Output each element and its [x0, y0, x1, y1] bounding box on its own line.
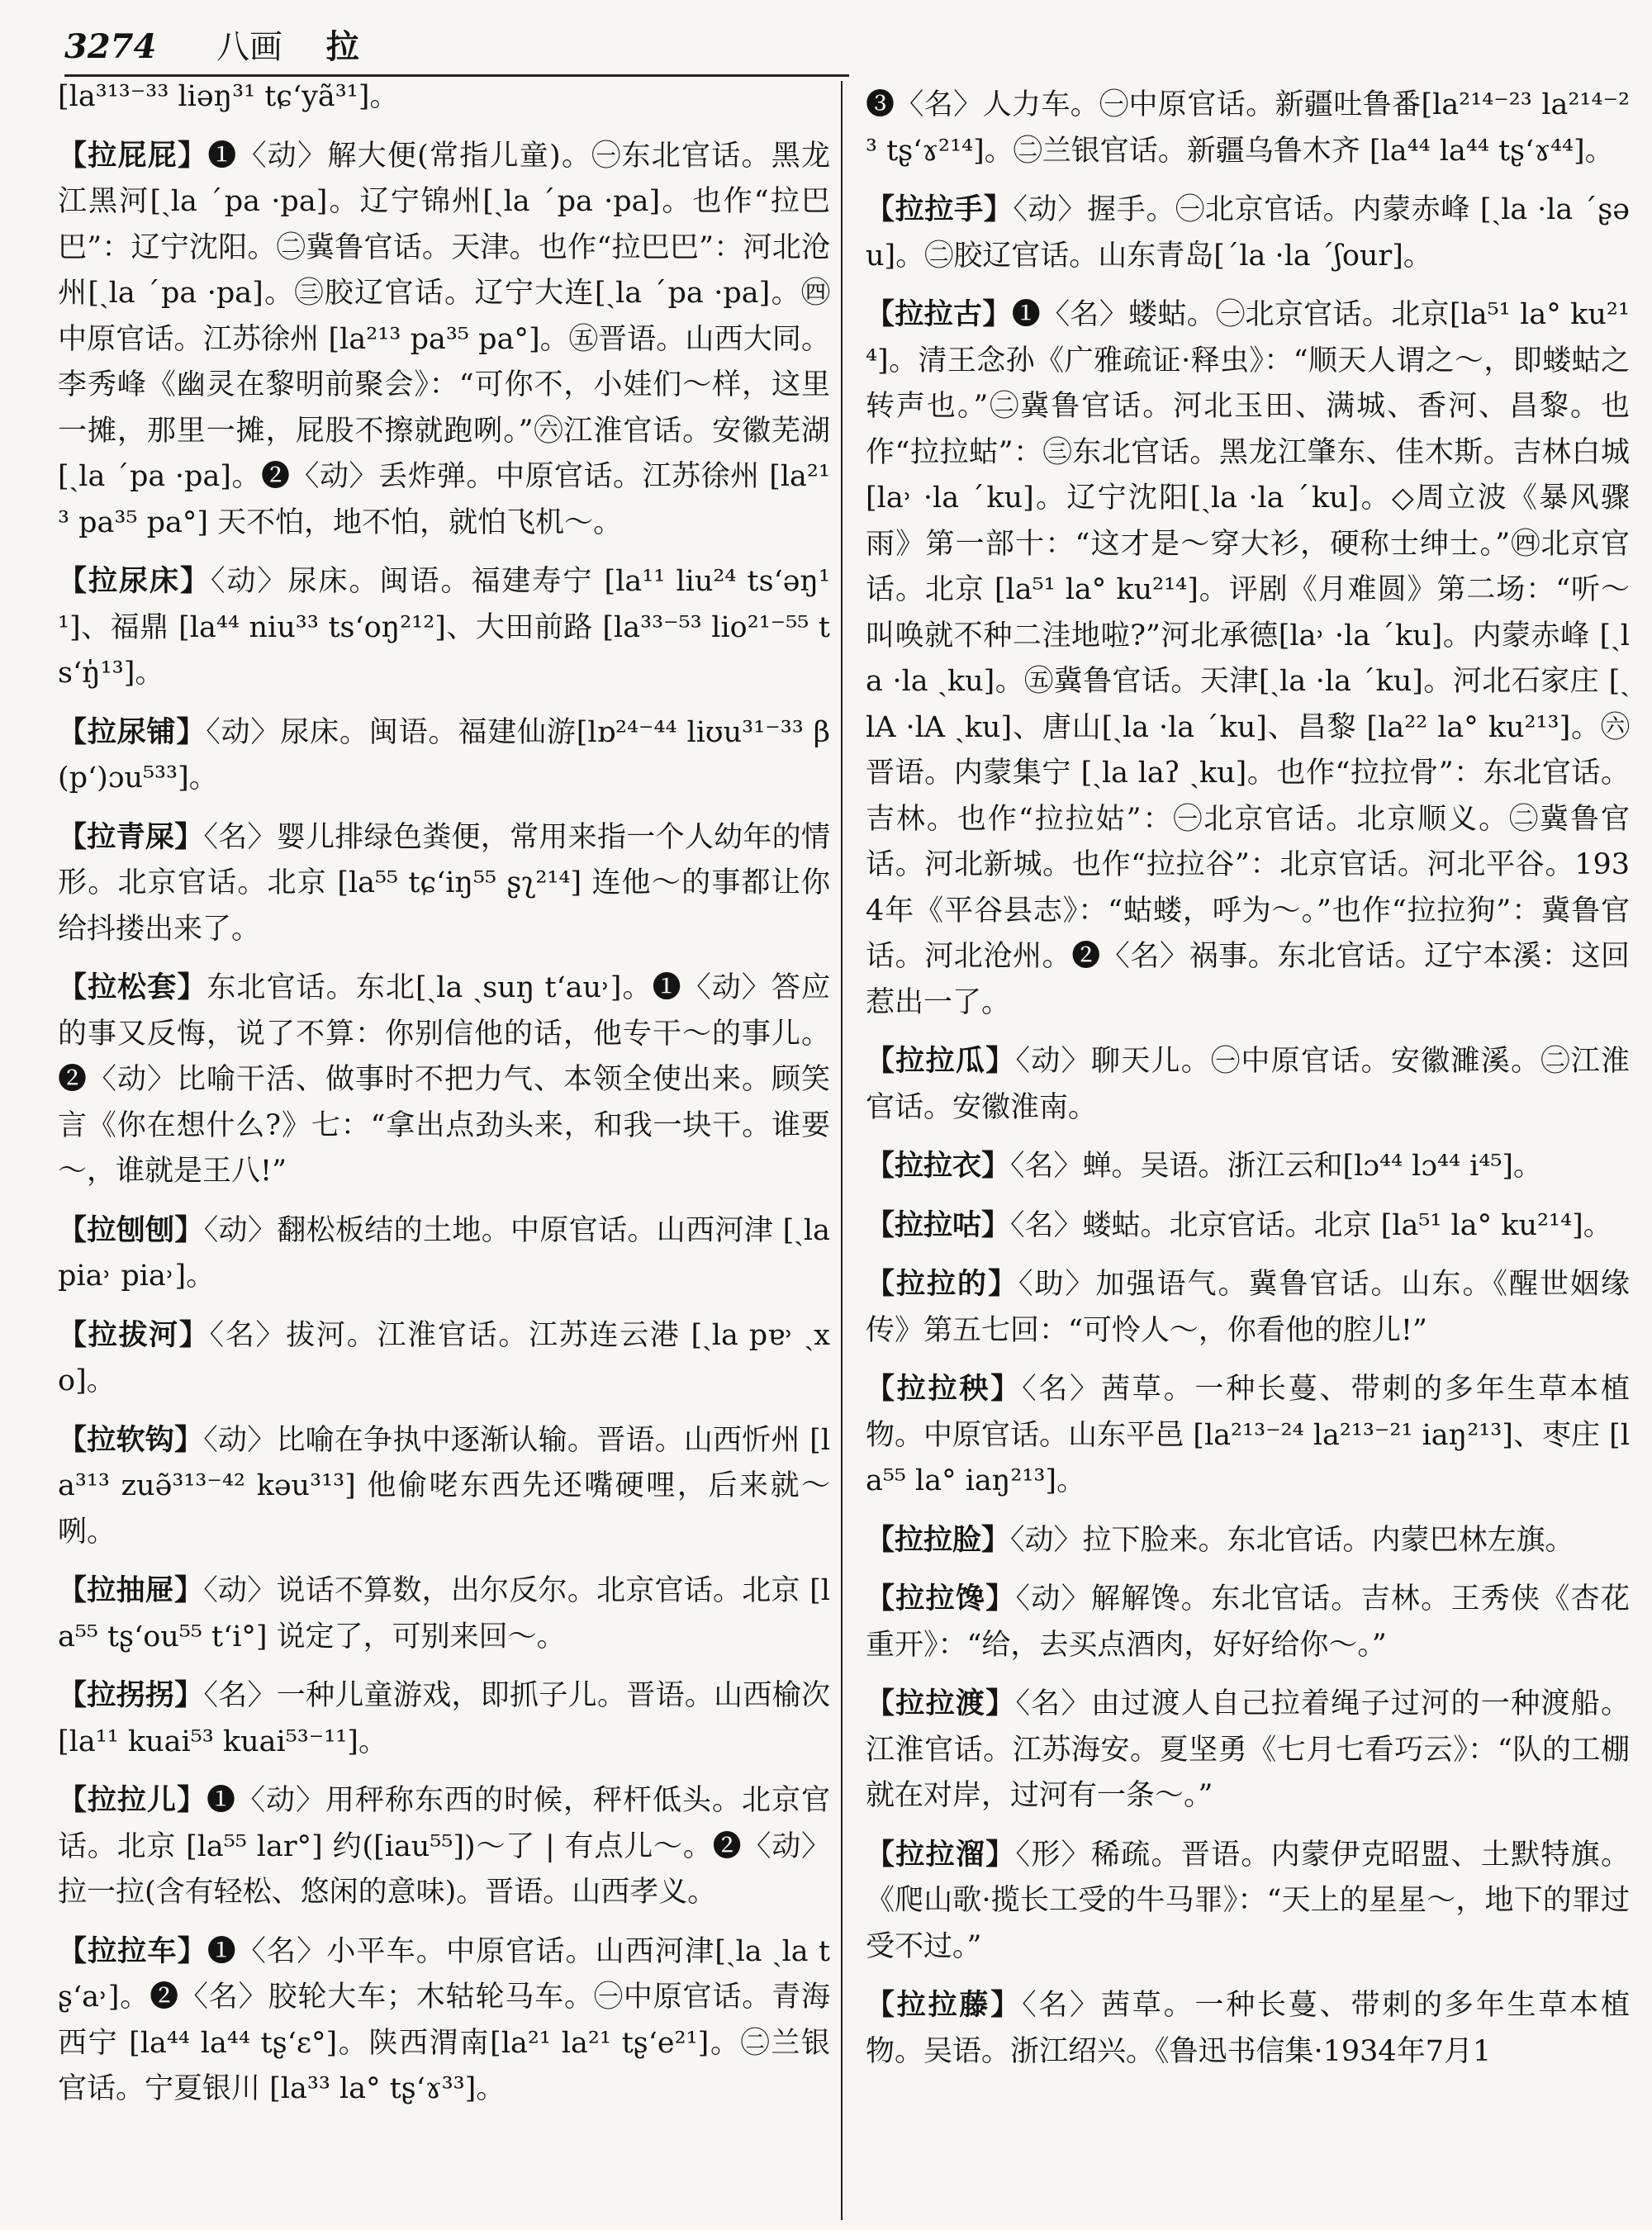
- entry-headword: 【拉尿床】: [58, 565, 211, 598]
- dictionary-entry: [58, 1568, 830, 1660]
- entry-body: 东北官话。东北[ˏla ˏsuŋ t‘au˒]。❶〈动〉答应的事又反悔，说了不算：你别信他的话，他专干～的事儿。❷〈动〉比喻干活、做事时不把力气、本领全使出来。顾笑言《你在想什么?》七：“拿出点劲头来，和我一块干。谁要～，谁就是王八!”: [58, 971, 830, 1188]
- dictionary-entry: [58, 74, 830, 121]
- dictionary-entry: [866, 292, 1630, 1026]
- dictionary-entry: [58, 1929, 830, 2113]
- section-label: 八画: [216, 28, 283, 66]
- dictionary-entry: [58, 134, 830, 547]
- dictionary-entry: [58, 1778, 830, 1916]
- entry-body: ❶〈动〉用秤称东西的时候，秤杆低头。北京官话。北京 [la⁵⁵ lar°] 约([iau⁵⁵])～了 | 有点儿～。❷〈动〉拉一拉(含有轻松、悠闲的意味)。晋语。山西孝义。: [58, 1784, 830, 1909]
- entry-headword: 【拉拉秧】: [866, 1373, 1023, 1406]
- dictionary-entry: [866, 1682, 1630, 1820]
- entry-body: 〈动〉尿床。闽语。福建寿宁 [la¹¹ liu²⁴ ts‘əŋ¹¹]、福鼎 [la⁴⁴ niu³³ ts‘oŋ²¹²]、大田前路 [la³³⁻⁵³ lio²¹⁻⁵⁵ ts‘ŋ̍¹³]。: [58, 565, 830, 690]
- dictionary-entry: [866, 1262, 1630, 1354]
- entry-headword: 【拉拉溜】: [866, 1838, 1016, 1872]
- column-divider: [841, 81, 843, 2220]
- entry-body: 〈名〉一种儿童游戏，即抓子儿。晋语。山西榆次[la¹¹ kuai⁵³ kuai⁵³⁻¹¹]。: [58, 1679, 830, 1758]
- entry-headword: 【拉抽屉】: [58, 1574, 204, 1607]
- entry-body: 〈名〉茜草。一种长蔓、带刺的多年生草本植物。中原官话。山东平邑 [la²¹³⁻²⁴ la²¹³⁻²¹ iaŋ²¹³]、枣庄 [la⁵⁵ la° iaŋ²¹³]。: [866, 1373, 1630, 1497]
- entry-body: ❸〈名〉人力车。㊀中原官话。新疆吐鲁番[la²¹⁴⁻²³ la²¹⁴⁻²³ tʂ‘ɤ²¹⁴]。㊁兰银官话。新疆乌鲁木齐 [la⁴⁴ la⁴⁴ tʂ‘ɤ⁴⁴]。: [866, 88, 1630, 168]
- entry-body: 〈动〉握手。㊀北京官话。内蒙赤峰 [ˏla ·la ˊʂəu]。㊁胶辽官话。山东青岛[ˊla ·la ˊʃour]。: [866, 193, 1630, 273]
- dictionary-entry: [58, 1313, 830, 1405]
- entry-body: 〈动〉说话不算数，出尔反尔。北京官话。北京 [la⁵⁵ tʂ‘ou⁵⁵ t‘i°] 说定了，可别来回～。: [58, 1574, 830, 1654]
- dictionary-entry: [866, 1203, 1630, 1250]
- dictionary-entry: [866, 187, 1630, 279]
- entry-headword: 【拉拉脸】: [866, 1523, 1011, 1557]
- entry-headword: 【拉拉古】: [866, 298, 1012, 331]
- dictionary-entry: [58, 1208, 830, 1300]
- entry-body: 〈名〉茜草。一种长蔓、带刺的多年生草本植物。吴语。浙江绍兴。《鲁迅书信集·1934年7月1: [866, 1989, 1630, 2068]
- entry-body: 〈动〉聊天儿。㊀中原官话。安徽濉溪。㊁江淮官话。安徽淮南。: [866, 1045, 1630, 1124]
- dictionary-entry: [58, 1673, 830, 1765]
- entry-headword: 【拉拉手】: [866, 193, 1014, 226]
- entry-headword: 【拉拔河】: [58, 1318, 210, 1352]
- dictionary-entry: [866, 1518, 1630, 1564]
- dictionary-entry: [866, 1367, 1630, 1505]
- entry-body: 〈名〉由过渡人自己拉着绳子过河的一种渡船。江淮官话。江苏海安。夏坚勇《七月七看巧云》：“队的工棚就在对岸，过河有一条～。”: [866, 1687, 1630, 1812]
- entry-body: 〈动〉比喻在争执中逐渐认输。晋语。山西忻州 [la³¹³ zuə̃³¹³⁻⁴² kəu³¹³] 他偷咾东西先还嘴硬哩，后来就～咧。: [58, 1423, 830, 1549]
- dictionary-entry: [58, 815, 830, 953]
- entry-body: 〈名〉拔河。江淮官话。江苏连云港 [ˏla pɐ˒ ˏxo]。: [58, 1318, 830, 1397]
- header-character: 拉: [325, 27, 359, 66]
- dictionary-entry: [866, 1144, 1630, 1190]
- entry-body: 〈动〉尿床。闽语。福建仙游[lɒ²⁴⁻⁴⁴ liʊu³¹⁻³³ β(p‘)ɔu⁵³³]。: [58, 715, 830, 795]
- entry-body: ❶〈动〉解大便(常指儿童)。㊀东北官话。黑龙江黑河[ˏla ˊpa ·pa]。辽宁锦州[ˏla ˊpa ·pa]。也作“拉巴巴”：辽宁沈阳。㊁冀鲁官话。天津。也作“拉巴巴”：河北沧州[ˏla ˊpa ·pa]。㊂胶辽官话。辽宁大连[ˏla ˊpa ·pa]。㊃中原官话。江苏徐州 [la²¹³ pa³⁵ pa°]。㊄晋语。山西大同。李秀峰《幽灵在黎明前聚会》：“可你不，小娃们～样，这里一摊，那里一摊，屁股不擦就跑咧。”㊅江淮官话。安徽芜湖[ˏla ˊpa ·pa]。❷〈动〉丢炸弹。中原官话。江苏徐州 [la²¹³ pa³⁵ pa°] 天不怕，地不怕，就怕飞机～。: [58, 139, 830, 539]
- page-header: [64, 18, 857, 76]
- entry-headword: 【拉软钩】: [58, 1423, 204, 1457]
- dictionary-entry: [866, 1577, 1630, 1668]
- right-column: [866, 83, 1630, 2230]
- entry-body: 〈名〉蝼蛄。北京官话。北京 [la⁵¹ la° ku²¹⁴]。: [1010, 1208, 1612, 1242]
- entry-headword: 【拉拉瓜】: [866, 1045, 1016, 1078]
- entry-headword: 【拉拉馋】: [866, 1582, 1016, 1616]
- entry-headword: 【拉拉车】: [58, 1934, 207, 1968]
- dictionary-entry: [866, 83, 1630, 174]
- entry-headword: 【拉青屎】: [58, 820, 204, 854]
- entry-body: 〈动〉翻松板结的土地。中原官话。山西河津 [ˏla pia˒ pia˒]。: [58, 1213, 830, 1293]
- dictionary-entry: [58, 966, 830, 1195]
- entry-headword: 【拉拉的】: [866, 1268, 1018, 1301]
- entry-headword: 【拉拉儿】: [58, 1784, 206, 1817]
- left-column: [58, 74, 830, 2222]
- entry-body: ❶〈名〉蝼蛄。㊀北京官话。北京[la⁵¹ la° ku²¹⁴]。清王念孙《广雅疏证·释虫》：“顺天人谓之～，即蝼蛄之转声也。”㊁冀鲁官话。河北玉田、满城、香河、昌黎。也作“拉拉蛄”：㊂东北官话。黑龙江肇东、佳木斯。吉林白城[la˒ ·la ˊku]。辽宁沈阳[ˏla ·la ˊku]。◇周立波《暴风骤雨》第一部十：“这才是～穿大衫，硬称士绅士。”㊃北京官话。北京 [la⁵¹ la° ku²¹⁴]。评剧《月难圆》第二场：“听～叫唤就不种二洼地啦?”河北承德[la˒ ·la ˊku]。内蒙赤峰 [ˏla ·la ˏku]。㊄冀鲁官话。天津[ˏla ·la ˊku]。河北石家庄 [ˏlA ·lA ˏku]、唐山[ˏla ·la ˊku]、昌黎 [la²² la° ku²¹³]。㊅晋语。内蒙集宁 [ˏla laʔ ˏku]。也作“拉拉骨”：东北官话。吉林。也作“拉拉姑”：㊀北京官话。北京顺义。㊁冀鲁官话。河北新城。也作“拉拉谷”：北京官话。河北平谷。1934年《平谷县志》：“蛄蝼，呼为～。”也作“拉拉狗”：冀鲁官话。河北沧州。❷〈名〉祸事。东北官话。辽宁本溪：这回惹出一了。: [866, 298, 1630, 1019]
- entry-body: 〈动〉拉下脸来。东北官话。内蒙巴林左旗。: [1010, 1523, 1574, 1557]
- entry-body: 〈形〉稀疏。晋语。内蒙伊克昭盟、土默特旗。《爬山歌·揽长工受的牛马罪》：“天上的星星～，地下的罪过受不过。”: [866, 1838, 1630, 1963]
- dictionary-entry: [866, 1983, 1630, 2075]
- entry-headword: 【拉屁屁】: [58, 139, 208, 173]
- entry-headword: 【拉刨刨】: [58, 1213, 204, 1247]
- entry-headword: 【拉拉衣】: [866, 1150, 1011, 1183]
- dictionary-entry: [866, 1039, 1630, 1131]
- entry-body: 〈名〉婴儿排绿色粪便，常用来指一个人幼年的情形。北京官话。北京 [la⁵⁵ tɕ‘iŋ⁵⁵ ʂʅ²¹⁴] 连他～的事都让你给抖搂出来了。: [58, 820, 830, 946]
- dictionary-entry: [58, 1418, 830, 1556]
- page-number: 3274: [64, 27, 157, 66]
- entry-headword: 【拉拉咕】: [866, 1208, 1011, 1242]
- entry-headword: 【拉松套】: [58, 971, 207, 1004]
- entry-headword: 【拉尿铺】: [58, 715, 206, 749]
- entry-headword: 【拉拉藤】: [866, 1989, 1023, 2022]
- entry-body: ❶〈名〉小平车。中原官话。山西河津[ˏla ˏla tʂ‘a˒]。❷〈名〉胶轮大车；木轱轮马车。㊀中原官话。青海西宁 [la⁴⁴ la⁴⁴ tʂ‘ɛ°]。陕西渭南[la²¹ la²¹ tʂ‘e²¹]。㊁兰银官话。宁夏银川 [la³³ la° tʂ‘ɤ³³]。: [58, 1934, 830, 2105]
- dictionary-entry: [58, 559, 830, 697]
- entry-headword: 【拉拉渡】: [866, 1687, 1016, 1720]
- dictionary-entry: [866, 1833, 1630, 1971]
- entry-body: 〈助〉加强语气。冀鲁官话。山东。《醒世姻缘传》第五七回：“可怜人～，你看他的腔儿!”: [866, 1268, 1630, 1347]
- dictionary-entry: [58, 710, 830, 802]
- entry-body: 〈动〉解解馋。东北官话。吉林。王秀侠《杏花重开》：“给，去买点酒肉，好好给你～。”: [866, 1582, 1630, 1662]
- entry-headword: 【拉拐拐】: [58, 1679, 204, 1712]
- entry-body: [la³¹³⁻³³ liəŋ³¹ tɕ‘yã³¹]。: [58, 80, 399, 113]
- entry-body: 〈名〉蝉。吴语。浙江云和[lɔ⁴⁴ lɔ⁴⁴ i⁴⁵]。: [1010, 1150, 1543, 1183]
